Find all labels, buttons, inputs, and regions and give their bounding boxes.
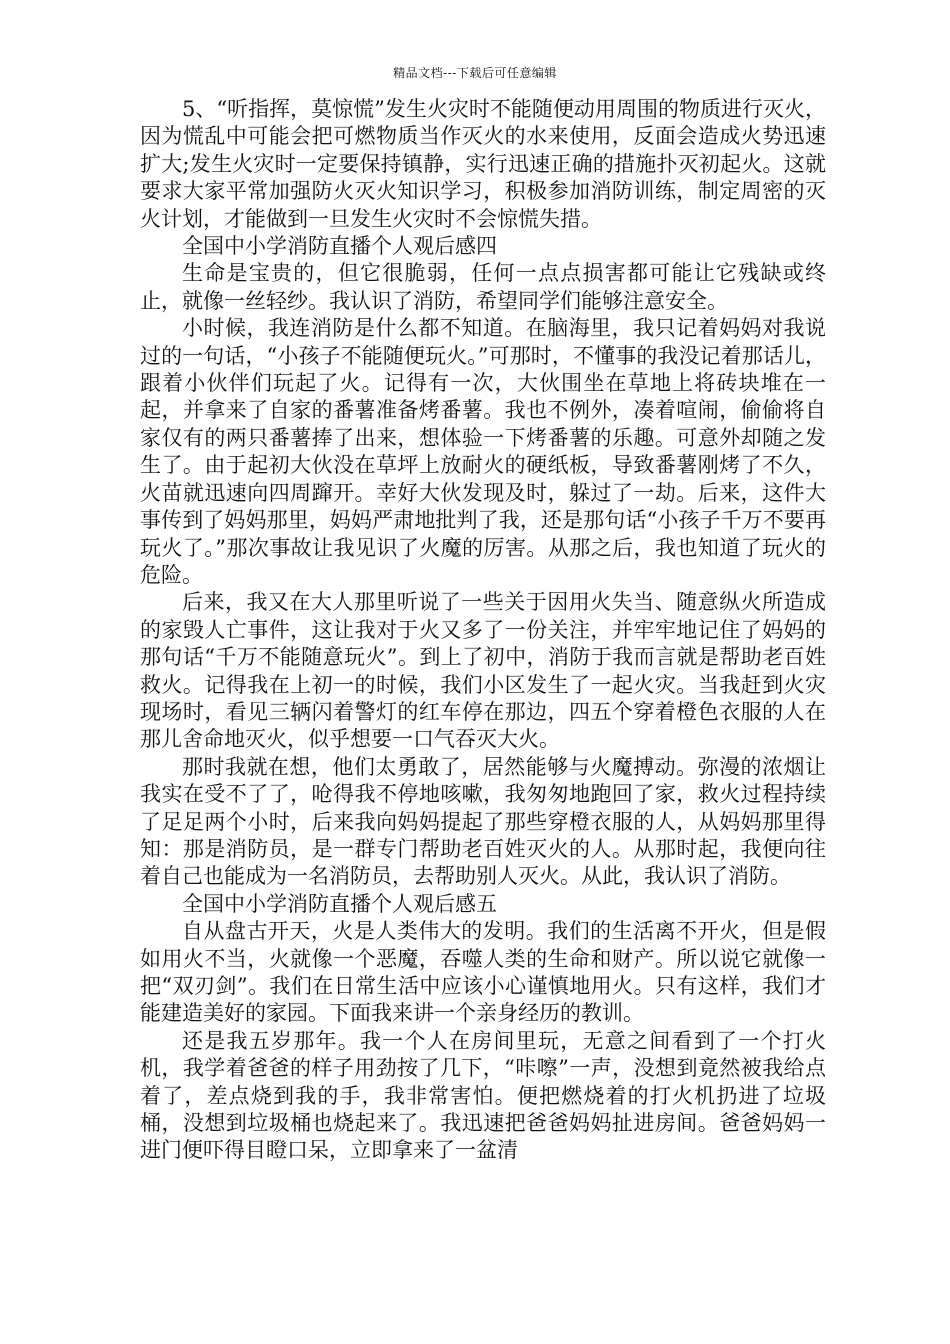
section-heading-five: 全国中小学消防直播个人观后感五	[182, 891, 497, 916]
paragraph-childhood-story: 小时候，我连消防是什么都不知道。在脑海里，我只记着妈妈对我说过的一句话，“小孩子不能随便玩火。”可那时，不懂事的我没记着那话儿，跟着小伙伴们玩起了火。记得有一次，大伙围坐在草地上将砖块堆在一起，并拿来了自家的番薯准备烤番薯。我也不例外，凑着喧闹，偷偷将自家仅有的两只番薯捧了出来，想体验一下烤番薯的乐趣。可意外却随之发生了。由于起初大伙没在草坪上放耐火的硬纸板，导致番薯刚烤了不久，火苗就迅速向四周蹿开。幸好大伙发现及时，躲过了一劫。后来，这件大事传到了妈妈那里，妈妈严肃地批判了我，还是那句话“小孩子千万不要再玩火了。”那次事故让我见识了火魔的厉害。从那之后，我也知道了玩火的危险。	[140, 316, 826, 587]
paragraph-later-experience: 后来，我又在大人那里听说了一些关于因用火失当、随意纵火所造成的家毁人亡事件，这让我对于火又多了一份关注，并牢牢地记住了妈妈的那句话“千万不能随意玩火”。到上了初中，消防于我而言就是帮助老百姓救火。记得我在上初一的时候，我们小区发生了一起火灾。当我赶到火灾现场时，看见三辆闪着警灯的红车停在那边，四五个穿着橙色衣服的人在那儿舍命地灭火，似乎想要一口气吞灭大火。	[140, 590, 826, 752]
paragraph-fire-safety-point-5: 5、“听指挥，莫惊慌”发生火灾时不能随便动用周围的物质进行灭火，因为慌乱中可能会把可燃物质当作灭火的水来使用，反面会造成火势迅速扩大;发生火灾时一定要保持镇静，实行迅速正确的措施扑灭初起火。这就要求大家平常加强防火灭火知识学习，积极参加消防训练，制定周密的灭火计划，才能做到一旦发生火灾时不会惊慌失措。	[140, 97, 826, 231]
page-header: 精品文档---下载后可任意编辑	[393, 66, 557, 80]
paragraph-lighter-story: 还是我五岁那年。我一个人在房间里玩，无意之间看到了一个打火机，我学着爸爸的样子用劲按了几下，“咔嚓”一声，没想到竟然被我给点着了，差点烧到我的手，我非常害怕。便把燃烧着的打火机扔进了垃圾桶，没想到垃圾桶也烧起来了。我迅速把爸爸妈妈扯进房间。爸爸妈妈一进门便吓得目瞪口呆，立即拿来了一盆清	[140, 1028, 826, 1163]
paragraph-life-precious: 生命是宝贵的，但它很脆弱，任何一点点损害都可能让它残缺或终止，就像一丝轻纱。我认识了消防，希望同学们能够注意安全。	[140, 261, 826, 313]
document-body	[140, 96, 826, 1165]
paragraph-fire-double-edged: 自从盘古开天，火是人类伟大的发明。我们的生活离不开火，但是假如用火不当，火就像一个恶魔，吞噬人类的生命和财产。所以说它就像一把“双刃剑”。我们在日常生活中应该小心谨慎地用火。只有这样，我们才能建造美好的家园。下面我来讲一个亲身经历的教训。	[140, 919, 826, 1026]
paragraph-firefighters: 那时我就在想，他们太勇敢了，居然能够与火魔搏动。弥漫的浓烟让我实在受不了了，呛得我不停地咳嗽，我匆匆地跑回了家，救火过程持续了足足两个小时，后来我向妈妈提起了那些穿橙衣服的人，从妈妈那里得知：那是消防员，是一群专门帮助老百姓灭火的人。从那时起，我便向往着自己也能成为一名消防员，去帮助别人灭火。从此，我认识了消防。	[140, 754, 826, 889]
section-heading-four: 全国中小学消防直播个人观后感四	[182, 234, 497, 259]
